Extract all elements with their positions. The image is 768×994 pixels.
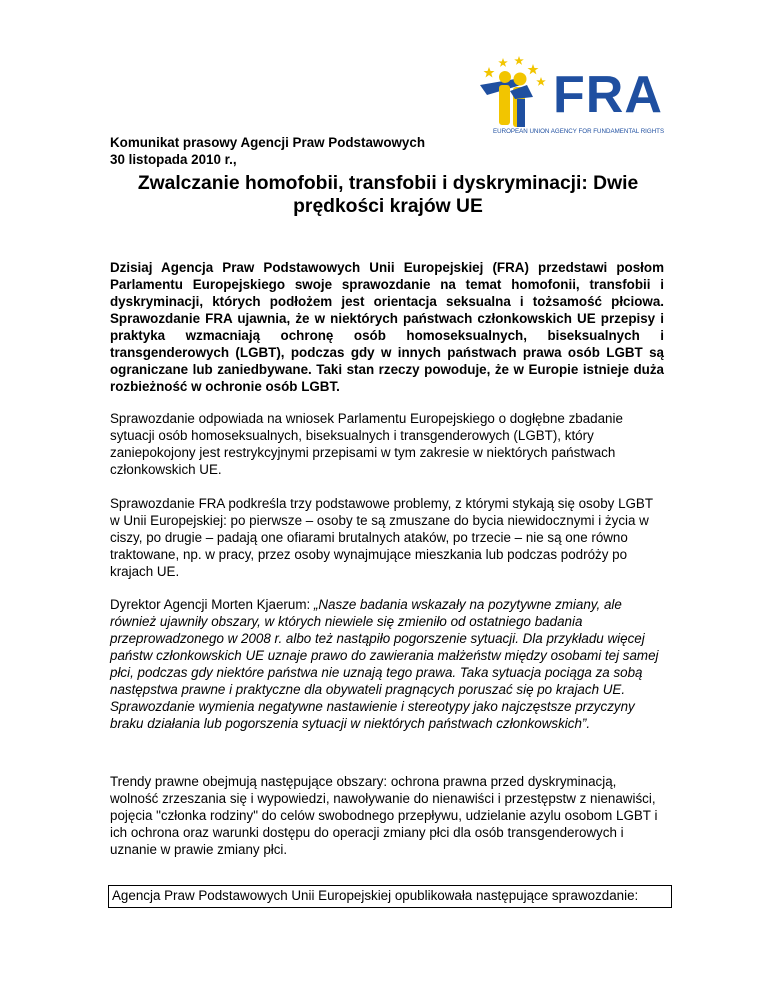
director-quote: „Nasze badania wskazały na pozytywne zmiany, ale również ujawniły obszary, w których niewiele się zmieniło od ostatniego badania przeprowadzonego w 2008 r. albo też nastąpiło pogorszenie sytuacji. Dla przykładu więcej państw członkowskich UE uznaje prawo do zawierania małżeństw między osobami tej samej płci, podczas gdy niektóre państwa nie uznają tego prawa. Taka sytuacja pociąga za sobą następstwa prawne i praktyczne dla obywateli pragnących poruszać się po krajach UE. Sprawozdanie wymienia negatywne nastawienie i stereotypy jako najczęstsze przyczyny braku działania lub pogorszenia sytuacji w niektórych państwach członkowskich”. [110, 597, 659, 731]
header-line-date: 30 listopada 2010 r., [110, 152, 237, 167]
fra-logo [475, 55, 675, 140]
body-paragraph-3 [110, 596, 666, 732]
body-paragraph-2: Sprawozdanie FRA podkreśla trzy podstawowe problemy, z którymi stykają się osoby LGBT w Unii Europejskiej: po pierwsze – osoby te są zmuszane do bycia niewidocznymi i życia w ciszy, po drugie – padają one ofiarami brutalnych ataków, po trzecie – nie są one równo traktowane, np. w pracy, przez osoby wynajmujące mieszkania lub podczas podróży po krajach UE. [110, 496, 653, 579]
body-paragraph-1: Sprawozdanie odpowiada na wniosek Parlamentu Europejskiego o dogłębne zbadanie sytuacji osób homoseksualnych, biseksualnych i transgenderowych (LGBT), który zaniepokojony jest restrykcyjnymi przepisami w tym zakresie w niektórych państwach członkowskich UE. [110, 411, 623, 477]
people-figures-icon [480, 71, 533, 127]
quote-attribution: Dyrektor Agencji Morten Kjaerum: [110, 597, 314, 612]
header-line-agency: Komunikat prasowy Agencji Praw Podstawowych [110, 135, 425, 150]
fra-logo-text: FRA [553, 66, 663, 124]
press-release-header [110, 134, 425, 168]
body-paragraph-4: Trendy prawne obejmują następujące obszary: ochrona prawna przed dyskryminacją, wolność zrzeszania się i wypowiedzi, nawoływanie do nienawiści i przestępstw z nienawiści, pojęcia "członka rodziny" do celów swobodnego przepływu, udzielanie azylu osobom LGBT i ich ochrona oraz warunki dostępu do operacji zmiany płci dla osób transgenderowych i uznanie w prawie zmiany płci. [110, 774, 658, 857]
page-title: Zwalczanie homofobii, transfobii i dyskryminacji: Dwie prędkości krajów UE [137, 173, 639, 217]
lead-paragraph: Dzisiaj Agencja Praw Podstawowych Unii Europejskiej (FRA) przedstawi posłom Parlamentu Europejskiego swoje sprawozdanie na temat homofonii, transfobii i dyskryminacji, których podłożem jest orientacja seksualna i tożsamość płciowa. Sprawozdanie FRA ujawnia, że w niektórych państwach członkowskich UE przepisy i praktyka wzmacniają ochronę osób homoseksualnych, biseksualnych i transgenderowych (LGBT), podczas gdy w innych państwach prawa osób LGBT są ograniczane lub zaniedbywane. Taki stan rzeczy powoduje, że w Europie istnieje duża rozbieżność w ochronie osób LGBT. [110, 260, 664, 394]
report-publication-box: Agencja Praw Podstawowych Unii Europejskiej opublikowała następujące sprawozdanie: [108, 885, 672, 908]
fra-logo-subtitle: EUROPEAN UNION AGENCY FOR FUNDAMENTAL RIGHTS [493, 128, 665, 135]
